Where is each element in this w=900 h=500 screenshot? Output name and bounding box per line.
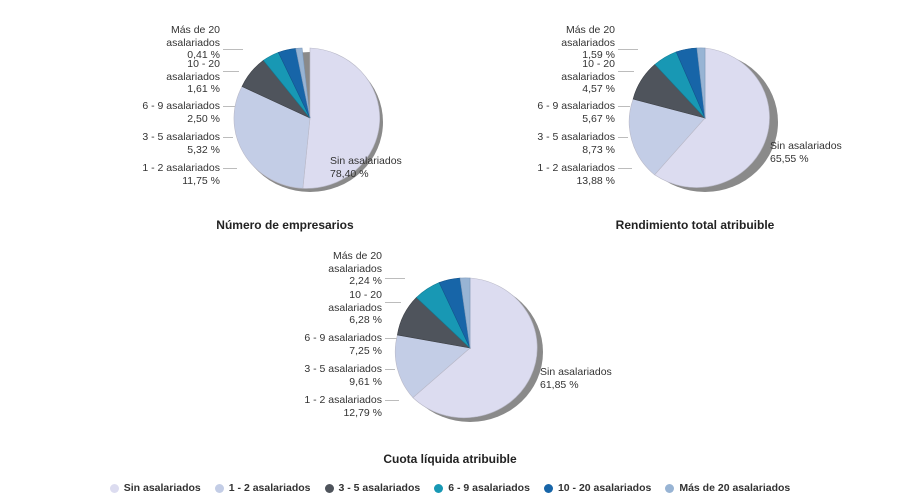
chart-title-2: Rendimiento total atribuible xyxy=(615,218,775,232)
pie-slices-3 xyxy=(395,278,537,418)
legend-item-10-20-asalariados[interactable] xyxy=(544,482,651,494)
chart-legend xyxy=(0,482,900,494)
legend-label: 1 - 2 asalariados xyxy=(228,482,311,494)
label-value: 7,25 % xyxy=(349,344,382,357)
label-line: 3 - 5 asalariados xyxy=(142,131,220,143)
label-6-9-asalariados-3 xyxy=(227,332,382,357)
label-value: 2,24 % xyxy=(349,275,382,287)
label-3-5-asalariados-2 xyxy=(460,131,615,156)
label-line: asalariados xyxy=(561,70,615,83)
chart-rendimiento-total xyxy=(537,10,895,235)
chart-numero-empresarios xyxy=(120,10,450,235)
label-line: 10 - 20 xyxy=(349,289,382,301)
label-10-20-asalariados-2 xyxy=(470,58,615,96)
legend-swatch-icon xyxy=(325,484,334,493)
label-sin-asalariados-2 xyxy=(770,140,900,165)
label-value: 9,61 % xyxy=(349,375,382,388)
label-value: 11,75 % xyxy=(182,174,220,187)
label-value: 13,88 % xyxy=(576,174,615,187)
label-line: 6 - 9 asalariados xyxy=(537,100,615,112)
label-mas-20-asalariados-1 xyxy=(75,24,220,62)
chart-title-3: Cuota líquida atribuible xyxy=(383,452,517,466)
label-line: Más de 20 xyxy=(332,250,382,262)
leader-line xyxy=(385,400,399,401)
leader-line xyxy=(223,49,243,50)
legend-item-3-5-asalariados[interactable] xyxy=(325,482,421,494)
legend-item-mas-20-asalariados[interactable] xyxy=(665,482,790,494)
legend-swatch-icon xyxy=(434,484,443,493)
label-6-9-asalariados-2 xyxy=(460,100,615,125)
label-value: 12,79 % xyxy=(343,406,382,419)
label-mas-20-asalariados-2 xyxy=(470,24,615,62)
label-value: 1,61 % xyxy=(187,83,220,95)
label-line: Más de 20 xyxy=(170,24,220,36)
legend-label: 3 - 5 asalariados xyxy=(338,482,421,494)
legend-swatch-icon xyxy=(110,484,119,493)
legend-item-6-9-asalariados[interactable] xyxy=(434,482,530,494)
leader-line xyxy=(618,137,628,138)
label-value: 5,32 % xyxy=(187,143,220,156)
label-sin-asalariados-1 xyxy=(330,155,470,180)
label-10-20-asalariados-3 xyxy=(237,289,382,327)
label-line: 6 - 9 asalariados xyxy=(304,332,382,344)
label-6-9-asalariados-1 xyxy=(65,100,220,125)
leader-line xyxy=(618,106,630,107)
label-value: 8,73 % xyxy=(582,143,615,156)
leader-line xyxy=(223,106,235,107)
pie-chart-2 xyxy=(625,38,785,198)
chart-title-1: Número de empresarios xyxy=(216,218,354,232)
label-value: 0,41 % xyxy=(187,49,220,61)
label-line: 1 - 2 asalariados xyxy=(304,394,382,406)
legend-label: Más de 20 asalariados xyxy=(679,482,791,494)
legend-label: 6 - 9 asalariados xyxy=(448,482,530,494)
label-line: 1 - 2 asalariados xyxy=(537,162,615,174)
label-line: 10 - 20 xyxy=(582,58,615,70)
legend-swatch-icon xyxy=(215,484,224,493)
leader-line xyxy=(223,168,237,169)
label-value: 65,55 % xyxy=(770,152,809,165)
chart-cuota-liquida xyxy=(285,240,615,475)
label-value: 61,85 % xyxy=(540,378,579,391)
leader-line xyxy=(385,278,405,279)
leader-line xyxy=(618,71,634,72)
label-sin-asalariados-3 xyxy=(540,366,680,391)
leader-line xyxy=(385,338,397,339)
leader-line xyxy=(223,71,239,72)
label-line: 3 - 5 asalariados xyxy=(537,131,615,143)
label-value: 1,59 % xyxy=(582,49,615,61)
label-line: Más de 20 xyxy=(565,24,615,36)
legend-item-sin-asalariados[interactable] xyxy=(110,482,201,494)
legend-label: 10 - 20 asalariados xyxy=(557,482,652,494)
pie-slices-2 xyxy=(629,48,769,188)
leader-line xyxy=(223,137,233,138)
leader-line xyxy=(618,49,638,50)
label-value: 78,40 % xyxy=(330,167,369,180)
label-3-5-asalariados-1 xyxy=(65,131,220,156)
pie-chart-3 xyxy=(390,268,550,428)
label-line: Sin asalariados xyxy=(330,155,402,167)
label-line: asalariados xyxy=(561,36,615,49)
label-value: 4,57 % xyxy=(582,83,615,95)
label-line: asalariados xyxy=(328,262,382,275)
legend-swatch-icon xyxy=(665,484,674,493)
pie-svg-2 xyxy=(625,38,785,198)
label-value: 5,67 % xyxy=(582,112,615,125)
label-10-20-asalariados-1 xyxy=(75,58,220,96)
leader-line xyxy=(385,369,395,370)
pie-svg-3 xyxy=(390,268,550,428)
label-line: 3 - 5 asalariados xyxy=(304,363,382,375)
legend-label: Sin asalariados xyxy=(123,482,201,494)
label-3-5-asalariados-3 xyxy=(227,363,382,388)
label-mas-20-asalariados-3 xyxy=(237,250,382,288)
label-line: Sin asalariados xyxy=(770,140,842,152)
leader-line xyxy=(385,302,401,303)
label-1-2-asalariados-1 xyxy=(60,162,220,187)
label-line: 10 - 20 xyxy=(187,58,220,70)
legend-item-1-2-asalariados[interactable] xyxy=(215,482,311,494)
label-line: Sin asalariados xyxy=(540,366,612,378)
label-line: asalariados xyxy=(166,70,220,83)
label-value: 2,50 % xyxy=(187,112,220,125)
label-line: 6 - 9 asalariados xyxy=(142,100,220,112)
label-line: asalariados xyxy=(166,36,220,49)
label-value: 6,28 % xyxy=(349,314,382,326)
label-line: asalariados xyxy=(328,301,382,314)
label-1-2-asalariados-3 xyxy=(222,394,382,419)
label-1-2-asalariados-2 xyxy=(455,162,615,187)
leader-line xyxy=(618,168,632,169)
legend-swatch-icon xyxy=(544,484,553,493)
label-line: 1 - 2 asalariados xyxy=(142,162,220,174)
